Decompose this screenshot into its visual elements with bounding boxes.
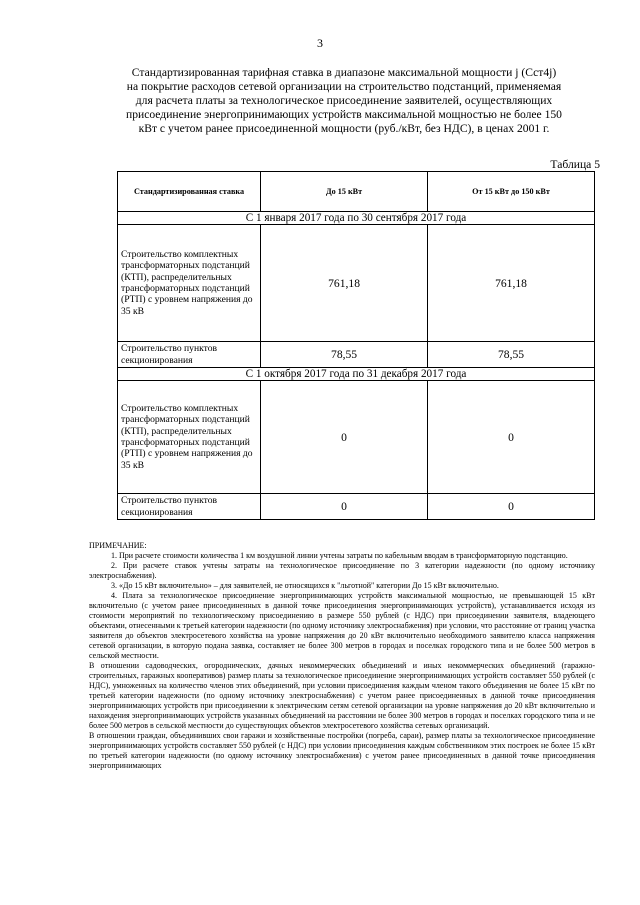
table-row <box>118 225 595 342</box>
table-title <box>98 66 590 136</box>
row-label: Строительство комплектных трансформаторных подстанций (КТП), распределительных трансформаторных подстанций (РТП) с уровнем напряжения до 35 кВ <box>118 381 261 494</box>
period-row <box>118 212 595 225</box>
row-label: Строительство комплектных трансформаторных подстанций (КТП), распределительных трансформаторных подстанций (РТП) с уровнем напряжения до 35 кВ <box>118 225 261 342</box>
period-label: С 1 января 2017 года по 30 сентября 2017 года <box>118 212 595 225</box>
header-15-to-150kw: От 15 кВт до 150 кВт <box>428 172 595 212</box>
note-paragraph: В отношении садоводческих, огороднических, дачных некоммерческих объединений и иных некоммерческих объединений (гаражно-строительных, гаражных кооперативов) размер платы за технологическое присоединение энергопринимающих устройств составляет 550 рублей (с НДС), умноженных на количество членов этих объединений, при условии присоединения каждым членом такого объединения не более 15 кВт по третьей категории надежности (по одному источнику электроснабжения) с учетом ранее присоединенных в данной точке присоединения энергопринимающих устройств при присоединении к электрическим сетям сетевой организации на уровне напряжения до 20 кВт включительно и нахождения энергопринимающих устройств указанных объединений на расстоянии не более 300 метров в городах и поселках городского типа и не более 500 метров в сельской местности до существующих объектов электросетевого хозяйства сетевых организаций. <box>89 661 595 730</box>
notes-heading: ПРИМЕЧАНИЕ: <box>89 541 147 550</box>
notes-section <box>89 541 595 771</box>
tariff-table <box>117 171 595 520</box>
table-header-row <box>118 172 595 212</box>
cell-15-to-150kw: 0 <box>428 381 595 494</box>
header-rate: Стандартизированная ставка <box>118 172 261 212</box>
note-item: 3. «До 15 кВт включительно» – для заявителей, не относящихся к "льготной" категории До 15 кВт включительно. <box>111 581 499 590</box>
title-line: на покрытие расходов сетевой организации на строительство подстанций, применяемая <box>126 80 562 93</box>
header-up-to-15kw: До 15 кВт <box>261 172 428 212</box>
title-line: Стандартизированная тарифная ставка в диапазоне максимальной мощности j (Сст4j) <box>131 66 557 79</box>
note-item: 2. При расчете ставок учтены затраты на технологическое присоединение по 3 категории надежности (по одному источнику электроснабжения). <box>89 561 595 580</box>
page-number: 3 <box>317 36 323 50</box>
period-label: С 1 октября 2017 года по 31 декабря 2017 года <box>118 368 595 381</box>
cell-up-to-15kw: 0 <box>261 494 428 520</box>
note-paragraph: В отношении граждан, объединивших свои гаражи и хозяйственные постройки (погреба, сараи), размер платы за технологическое присоединение энергопринимающих устройств составляет 550 рублей (с НДС) при условии присоединения каждым собственником этих построек не более 15 кВт по третьей категории надежности (по одному источнику электроснабжения) с учетом ранее присоединенных в данной точке присоединения энергопринимающих <box>89 731 595 770</box>
cell-15-to-150kw: 0 <box>428 494 595 520</box>
cell-15-to-150kw: 78,55 <box>428 342 595 368</box>
title-line: для расчета платы за технологическое присоединение заявителей, осуществляющих <box>135 94 553 107</box>
cell-up-to-15kw: 78,55 <box>261 342 428 368</box>
table-row <box>118 342 595 368</box>
period-row <box>118 368 595 381</box>
row-label: Строительство пунктов секционирования <box>118 494 261 520</box>
cell-up-to-15kw: 0 <box>261 381 428 494</box>
cell-15-to-150kw: 761,18 <box>428 225 595 342</box>
title-line: присоединение энергопринимающих устройств максимальной мощностью не более 150 <box>126 108 562 121</box>
note-item: 4. Плата за технологическое присоединение энергопринимающих устройств максимальной мощностью, не превышающей 15 кВт включительно (с учетом ранее присоединенных в данной точке присоединения энергопринимающих устройств), устанавливается исходя из стоимости мероприятий по технологическому присоединению в размере 550 рублей (с НДС) при присоединении заявителя, владеющего объектами, отнесенными к третьей категории надежности (по одному источнику электроснабжения) при условии, что расстояние от границ участка заявителя до объектов электросетевого хозяйства на уровне напряжения до 20 кВт включительно необходимого заявителю класса напряжения сетевой организации, в которую подана заявка, составляет не более 300 метров в городах и поселках городского типа и не более 500 метров в сельской местности. <box>89 591 595 660</box>
title-line: кВт с учетом ранее присоединенной мощности (руб./кВт, без НДС), в ценах 2001 г. <box>138 122 550 135</box>
table-label: Таблица 5 <box>550 158 600 171</box>
cell-up-to-15kw: 761,18 <box>261 225 428 342</box>
note-item: 1. При расчете стоимости количества 1 км воздушной линии учтены затраты по кабельным вводам в трансформаторную подстанцию. <box>111 551 568 560</box>
row-label: Строительство пунктов секционирования <box>118 342 261 368</box>
table-row <box>118 381 595 494</box>
table-row <box>118 494 595 520</box>
